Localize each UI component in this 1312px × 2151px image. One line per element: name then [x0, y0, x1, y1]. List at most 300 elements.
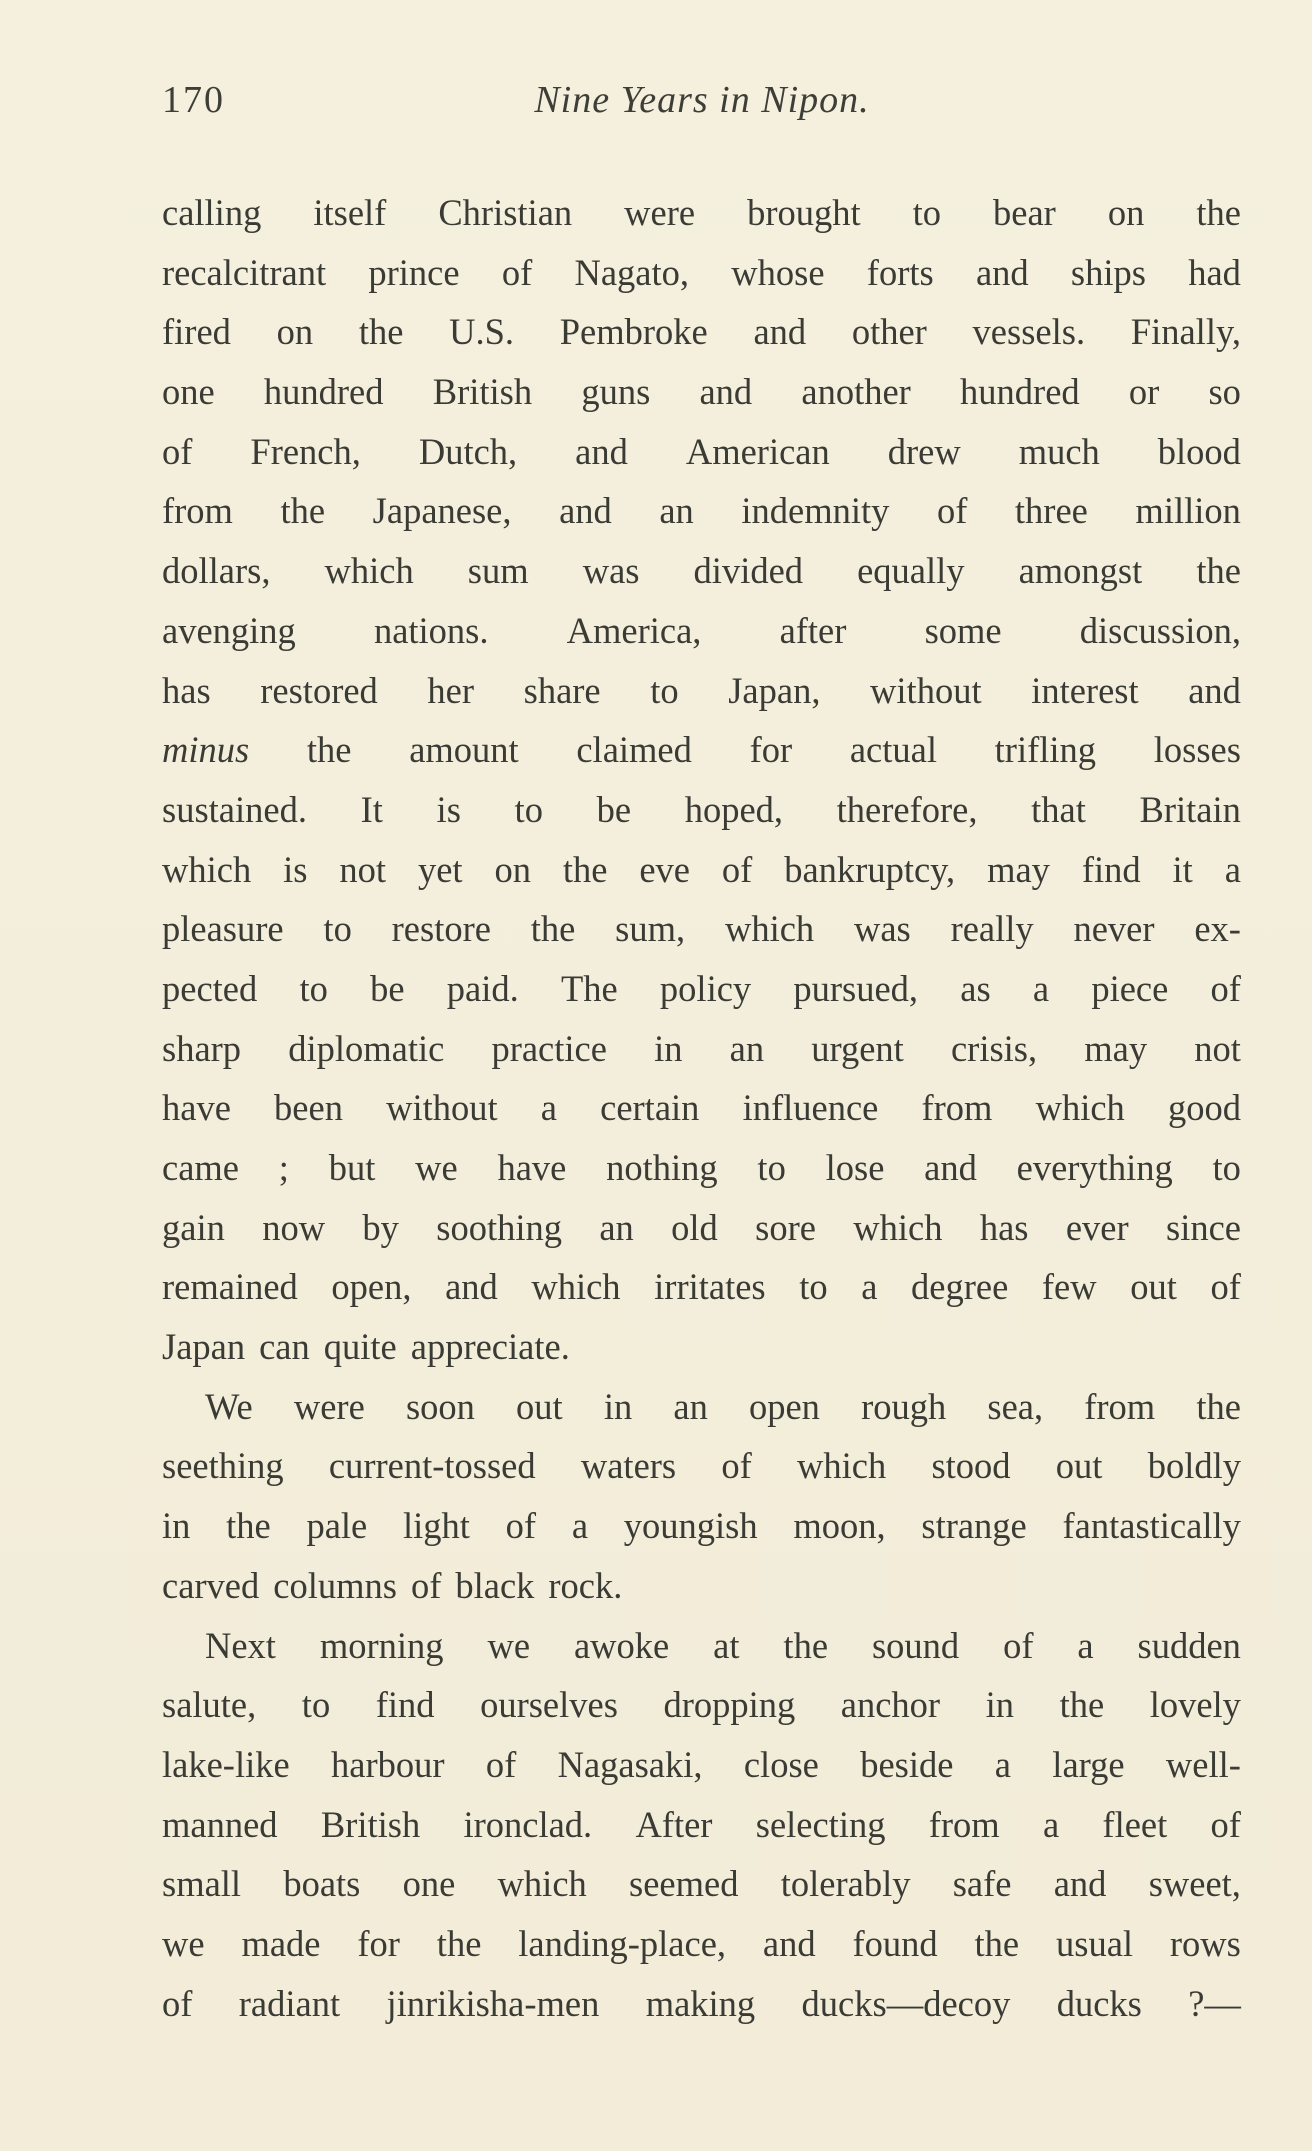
- word: carved: [162, 1564, 260, 1606]
- word: fired: [162, 311, 231, 353]
- word: ducks—decoy: [801, 1982, 1011, 2024]
- word: urgent: [811, 1027, 904, 1069]
- word: lake-like: [162, 1743, 290, 1785]
- word: and: [1053, 1863, 1107, 1905]
- word: the: [358, 311, 404, 353]
- word: open,: [331, 1266, 412, 1308]
- text-line: [162, 1974, 1241, 2034]
- word: calling: [162, 192, 262, 233]
- word: lose: [825, 1147, 885, 1188]
- word: degree: [911, 1266, 1009, 1308]
- word: it: [1172, 848, 1193, 890]
- word: out: [516, 1385, 563, 1427]
- word: rock.: [548, 1564, 623, 1606]
- word: avenging: [162, 609, 296, 651]
- word: was: [582, 550, 640, 592]
- word: quite: [323, 1326, 397, 1368]
- word: forts: [866, 251, 934, 293]
- word: which: [497, 1863, 587, 1905]
- text-line: [162, 362, 1241, 422]
- word: of: [1003, 1624, 1034, 1666]
- word: selecting: [755, 1803, 886, 1845]
- word: the: [1196, 550, 1241, 592]
- word: dropping: [663, 1684, 796, 1726]
- word: of: [936, 490, 968, 532]
- word: trifling: [994, 729, 1097, 771]
- word: made: [241, 1922, 321, 1964]
- word: may: [1084, 1027, 1148, 1069]
- word: soon: [405, 1385, 475, 1427]
- word: and: [924, 1147, 977, 1188]
- word: awoke: [573, 1624, 670, 1666]
- word: of: [721, 1445, 752, 1487]
- word: of: [162, 1982, 193, 2024]
- text-line: [162, 1675, 1241, 1735]
- word: find: [375, 1684, 435, 1726]
- word: fantastically: [1062, 1505, 1241, 1547]
- word: vessels.: [972, 311, 1086, 353]
- text-line: [162, 183, 1241, 243]
- word: so: [1208, 371, 1241, 413]
- word: good: [1167, 1087, 1241, 1129]
- word: therefore,: [836, 788, 978, 830]
- word: the: [1059, 1684, 1105, 1726]
- word: losses: [1153, 729, 1241, 771]
- text-line: [162, 959, 1241, 1019]
- text-line: [162, 1496, 1241, 1556]
- word: an: [673, 1385, 708, 1427]
- word: dollars,: [162, 550, 271, 592]
- word: and: [975, 251, 1029, 293]
- word: recalcitrant: [162, 251, 327, 293]
- word: ships: [1070, 251, 1146, 293]
- word: to: [912, 192, 942, 233]
- word: sore: [755, 1206, 816, 1248]
- word: blood: [1157, 430, 1241, 472]
- body-text: [162, 183, 1241, 2033]
- text-line: [162, 1019, 1241, 1079]
- word: the: [783, 1624, 829, 1666]
- word: in: [603, 1385, 633, 1427]
- word: The: [560, 967, 618, 1009]
- word: yet: [417, 848, 463, 890]
- word: share: [523, 669, 601, 711]
- text-line: [162, 1914, 1241, 1974]
- word: were: [624, 192, 696, 233]
- word: a: [1032, 967, 1050, 1009]
- word: which: [724, 908, 815, 950]
- word: columns: [273, 1564, 397, 1606]
- word: one: [402, 1863, 456, 1905]
- text-line: [162, 1257, 1241, 1317]
- word: After: [635, 1803, 713, 1845]
- word: out: [1130, 1266, 1177, 1308]
- word: of: [162, 430, 193, 472]
- word: open: [748, 1385, 820, 1427]
- word: of: [410, 1564, 442, 1606]
- word: and: [1188, 669, 1241, 711]
- word: hundred: [263, 371, 384, 413]
- word: Nagato,: [574, 251, 690, 293]
- word: find: [1081, 848, 1141, 890]
- text-line: [162, 1616, 1241, 1676]
- word: lovely: [1149, 1684, 1241, 1726]
- word: harbour: [331, 1743, 445, 1785]
- word: discussion,: [1079, 609, 1241, 651]
- word: in: [985, 1684, 1015, 1726]
- word: to: [757, 1147, 786, 1188]
- word: that: [1031, 788, 1086, 830]
- text-line: [162, 1854, 1241, 1914]
- word: ?—: [1188, 1982, 1241, 2024]
- word: seething: [162, 1445, 284, 1487]
- word: Nagasaki,: [557, 1743, 703, 1785]
- word: remained: [162, 1266, 298, 1308]
- word: on: [494, 848, 531, 890]
- word: from: [928, 1803, 1000, 1845]
- word: youngish: [623, 1505, 758, 1547]
- word: stood: [931, 1445, 1011, 1487]
- word: nothing: [606, 1147, 718, 1188]
- word: from: [921, 1087, 993, 1129]
- word: not: [339, 848, 387, 890]
- word: large: [1052, 1743, 1125, 1785]
- page-header: [162, 78, 1242, 138]
- word: tolerably: [780, 1863, 911, 1905]
- word: close: [743, 1743, 819, 1785]
- text-line: [162, 601, 1241, 661]
- word: Japan,: [728, 669, 821, 711]
- text-line: [162, 840, 1241, 900]
- word: British: [320, 1803, 421, 1845]
- text-line: [162, 899, 1241, 959]
- word: ex-: [1194, 908, 1241, 950]
- word: everything: [1016, 1147, 1173, 1188]
- word: sustained.: [162, 788, 307, 830]
- word: well-: [1165, 1743, 1241, 1785]
- word: old: [671, 1206, 718, 1248]
- word: eve: [639, 848, 690, 890]
- word: actual: [849, 729, 937, 771]
- word: French,: [250, 430, 361, 472]
- text-line: [162, 661, 1241, 721]
- word: divided: [693, 550, 804, 592]
- word: ourselves: [480, 1684, 618, 1726]
- word: really: [950, 908, 1034, 950]
- text-line: [162, 302, 1241, 362]
- word: of: [721, 848, 753, 890]
- word: one: [162, 371, 215, 413]
- word: bear: [993, 192, 1056, 233]
- word: an: [599, 1206, 634, 1248]
- word: rough: [861, 1385, 947, 1427]
- word: a: [994, 1743, 1011, 1785]
- word: another: [801, 371, 911, 413]
- word: the: [1196, 1385, 1241, 1427]
- word: diplomatic: [288, 1027, 445, 1069]
- word: itself: [313, 192, 387, 233]
- text-line: [162, 541, 1241, 601]
- word: appreciate.: [410, 1326, 570, 1368]
- word: jinrikisha-men: [386, 1982, 600, 2024]
- text-line: [162, 1078, 1241, 1138]
- word: without: [386, 1087, 498, 1129]
- text-line: [162, 481, 1241, 541]
- word: American: [685, 430, 830, 472]
- word: hundred: [960, 371, 1080, 413]
- word: has: [979, 1206, 1029, 1248]
- word: piece: [1091, 967, 1169, 1009]
- word: of: [485, 1743, 517, 1785]
- word: It: [360, 788, 383, 830]
- word: as: [960, 967, 991, 1009]
- text-line: [162, 1317, 1241, 1377]
- text-line: [162, 780, 1241, 840]
- word: the: [436, 1922, 482, 1964]
- word: to: [650, 669, 679, 711]
- word: of: [1210, 1266, 1241, 1308]
- word: after: [779, 609, 847, 651]
- word: on: [1107, 192, 1145, 233]
- word: which: [853, 1206, 943, 1248]
- word: the: [1196, 192, 1241, 233]
- word: sudden: [1137, 1624, 1241, 1666]
- word: the: [306, 729, 352, 771]
- word: the: [974, 1922, 1020, 1964]
- word: paid.: [446, 967, 519, 1009]
- word: few: [1041, 1266, 1097, 1308]
- word: equally: [857, 550, 965, 592]
- word: boats: [283, 1863, 361, 1905]
- word: gain: [162, 1206, 225, 1248]
- text-line: [162, 1556, 1241, 1616]
- word: much: [1018, 430, 1100, 472]
- word: the: [530, 908, 576, 950]
- word: Britain: [1139, 788, 1241, 830]
- word: nations.: [373, 609, 489, 651]
- word: indemnity: [741, 490, 890, 532]
- word: from: [1084, 1385, 1156, 1427]
- word: and: [699, 371, 753, 413]
- word: amongst: [1018, 550, 1143, 592]
- word: moon,: [793, 1505, 886, 1547]
- word: can: [259, 1326, 310, 1368]
- word: pursued,: [793, 967, 919, 1009]
- word: certain: [600, 1087, 700, 1129]
- word: in: [162, 1505, 191, 1547]
- word: for: [357, 1922, 400, 1964]
- word: pale: [306, 1505, 368, 1547]
- word: and: [445, 1266, 498, 1308]
- word: restored: [260, 669, 378, 711]
- word: rows: [1169, 1922, 1241, 1964]
- word: a: [1042, 1803, 1060, 1845]
- word: is: [436, 788, 461, 830]
- text-line: [162, 243, 1241, 303]
- text-line: [162, 1735, 1241, 1795]
- word: bankruptcy,: [784, 848, 956, 890]
- word: crisis,: [950, 1027, 1038, 1069]
- word: a: [1224, 848, 1241, 890]
- word: and: [753, 311, 807, 353]
- word: current-tossed: [328, 1445, 536, 1487]
- word: radiant: [238, 1982, 341, 2024]
- word: a: [861, 1266, 878, 1308]
- word: influence: [742, 1087, 879, 1129]
- running-title: Nine Years in Nipon.: [534, 79, 870, 121]
- word: waters: [580, 1445, 677, 1487]
- text-line: [162, 1377, 1241, 1437]
- word: for: [749, 729, 793, 771]
- word: safe: [952, 1863, 1012, 1905]
- word: a: [1077, 1624, 1094, 1666]
- word: pleasure: [162, 908, 284, 950]
- word: Dutch,: [418, 430, 518, 472]
- word: ;: [278, 1147, 289, 1188]
- word: light: [403, 1505, 470, 1547]
- word: or: [1128, 371, 1160, 413]
- word: other: [851, 311, 927, 353]
- word: Japanese,: [372, 490, 512, 532]
- word: soothing: [436, 1206, 562, 1248]
- word: the: [562, 848, 608, 890]
- word: million: [1135, 490, 1241, 532]
- word: Christian: [438, 192, 573, 233]
- word: small: [162, 1863, 242, 1905]
- word: without: [870, 669, 982, 711]
- word: ironclad.: [463, 1803, 593, 1845]
- word: is: [283, 848, 308, 890]
- word: of: [505, 1505, 537, 1547]
- word: black: [455, 1564, 535, 1606]
- word: to: [799, 1266, 828, 1308]
- word: landing-place,: [518, 1922, 727, 1964]
- word: three: [1014, 490, 1088, 532]
- word: not: [1194, 1027, 1241, 1069]
- word: Pembroke: [559, 311, 708, 353]
- word: Finally,: [1130, 311, 1241, 353]
- text-line: [162, 1436, 1241, 1496]
- word: found: [852, 1922, 938, 1964]
- word: a: [540, 1087, 557, 1129]
- word: we: [415, 1147, 458, 1188]
- word: sea,: [987, 1385, 1044, 1427]
- word: which: [797, 1445, 887, 1487]
- word: salute,: [162, 1684, 257, 1726]
- word: has: [162, 669, 211, 711]
- word: usual: [1055, 1922, 1134, 1964]
- word: strange: [921, 1505, 1027, 1547]
- word: interest: [1031, 669, 1139, 711]
- word: of: [1210, 967, 1241, 1009]
- text-line: [162, 720, 1241, 780]
- word: whose: [731, 251, 825, 293]
- word: which: [162, 848, 252, 890]
- word: at: [713, 1624, 740, 1666]
- word: have: [162, 1087, 231, 1129]
- word: sum,: [615, 908, 686, 950]
- word: Japan: [162, 1326, 246, 1368]
- word: may: [987, 848, 1050, 890]
- word: had: [1188, 251, 1241, 293]
- word: sound: [871, 1624, 960, 1666]
- word: to: [1212, 1147, 1241, 1188]
- word: beside: [860, 1743, 954, 1785]
- word: hoped,: [684, 788, 784, 830]
- text-line: [162, 422, 1241, 482]
- word: policy: [659, 967, 752, 1009]
- word: by: [362, 1206, 399, 1248]
- word: fleet: [1102, 1803, 1168, 1845]
- word: U.S.: [449, 311, 515, 353]
- word: a: [571, 1505, 589, 1547]
- word: which: [1035, 1087, 1125, 1129]
- word: British: [432, 371, 533, 413]
- word: in: [654, 1027, 683, 1069]
- word: claimed: [576, 729, 692, 771]
- word: to: [301, 1684, 331, 1726]
- word: sum: [467, 550, 529, 592]
- word: now: [262, 1206, 326, 1248]
- word: sweet,: [1148, 1863, 1241, 1905]
- word: drew: [887, 430, 961, 472]
- word: guns: [581, 371, 651, 413]
- word: anchor: [840, 1684, 941, 1726]
- word: pected: [162, 967, 258, 1009]
- word: came: [162, 1147, 239, 1188]
- word: morning: [319, 1624, 444, 1666]
- word: minus: [162, 729, 250, 771]
- word: and: [559, 490, 612, 532]
- word: the: [280, 490, 326, 532]
- word: seemed: [629, 1863, 739, 1905]
- word: which: [324, 550, 414, 592]
- text-line: [162, 1198, 1241, 1258]
- word: her: [427, 669, 475, 711]
- text-line: [162, 1138, 1241, 1198]
- word: amount: [409, 729, 519, 771]
- word: but: [328, 1147, 376, 1188]
- word: some: [924, 609, 1002, 651]
- word: restore: [391, 908, 491, 950]
- word: never: [1073, 908, 1155, 950]
- word: be: [596, 788, 632, 830]
- word: manned: [162, 1803, 278, 1845]
- word: and: [575, 430, 628, 472]
- word: We: [205, 1385, 253, 1427]
- word: to: [323, 908, 352, 950]
- word: to: [299, 967, 328, 1009]
- word: making: [645, 1982, 756, 2024]
- word: we: [487, 1624, 531, 1666]
- word: were: [293, 1385, 365, 1427]
- word: of: [1210, 1803, 1241, 1845]
- word: boldly: [1147, 1445, 1241, 1487]
- word: sharp: [162, 1027, 242, 1069]
- word: prince: [368, 251, 460, 293]
- word: from: [162, 490, 233, 532]
- word: to: [514, 788, 543, 830]
- word: be: [370, 967, 405, 1009]
- word: irritates: [654, 1266, 766, 1308]
- word: an: [659, 490, 694, 532]
- word: of: [501, 251, 533, 293]
- word: since: [1165, 1206, 1241, 1248]
- word: was: [853, 908, 911, 950]
- word: practice: [491, 1027, 607, 1069]
- word: out: [1055, 1445, 1103, 1487]
- word: we: [162, 1922, 205, 1964]
